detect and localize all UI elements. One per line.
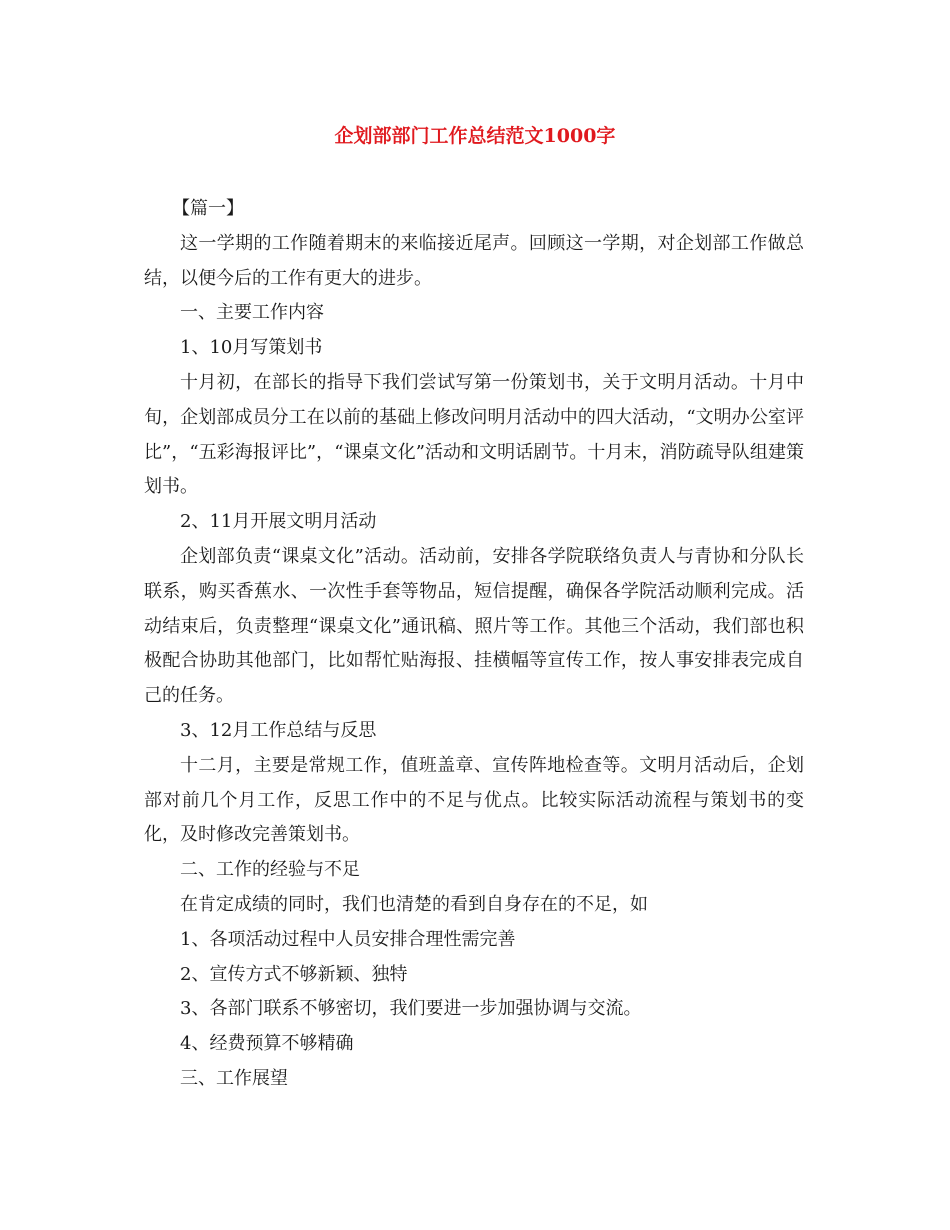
list-item-4: 4、经费预算不够精确	[180, 1033, 354, 1055]
list-item-3: 3、各部门联系不够密切，我们要进一步加强协调与交流。	[180, 998, 642, 1020]
document-title: 企划部部门工作总结范文1000字	[334, 125, 616, 147]
paragraph-shortcomings-intro: 在肯定成绩的同时，我们也清楚的看到自身存在的不足，如	[180, 893, 648, 915]
intro-paragraph: 这一学期的工作随着期末的来临接近尾声。回顾这一学期，对企划部工作做总结，以便今后的工作有更大的进步。	[144, 232, 804, 289]
paragraph-october: 十月初，在部长的指导下我们尝试写第一份策划书，关于文明月活动。十月中旬，企划部成员分工在以前的基础上修改问明月活动中的四大活动，“文明办公室评比”，“五彩海报评比”，“课桌文化”活动和文明话剧节。十月末，消防疏导队组建策划书。	[144, 371, 804, 498]
list-item-2: 2、宣传方式不够新颖、独特	[180, 963, 408, 985]
paragraph-november: 企划部负责“课桌文化”活动。活动前，安排各学院联络负责人与青协和分队长联系，购买香蕉水、一次性手套等物品，短信提醒，确保各学院活动顺利完成。活动结束后，负责整理“课桌文化”通讯稿、照片等工作。其他三个活动，我们部也积极配合协助其他部门，比如帮忙贴海报、挂横幅等宣传工作，按人事安排表完成自己的任务。	[144, 545, 804, 707]
heading-main-work: 一、主要工作内容	[180, 302, 324, 324]
paragraph-december: 十二月，主要是常规工作，值班盖章、宣传阵地检查等。文明月活动后，企划部对前几个月工作，反思工作中的不足与优点。比较实际活动流程与策划书的变化，及时修改完善策划书。	[144, 754, 804, 846]
document-body	[144, 192, 804, 1097]
heading-experience: 二、工作的经验与不足	[180, 859, 360, 881]
list-item-1: 1、各项活动过程中人员安排合理性需完善	[180, 928, 516, 950]
heading-outlook: 三、工作展望	[180, 1067, 288, 1089]
section-heading-part-one: 【篇一】	[172, 198, 244, 219]
subheading-november: 2、11月开展文明月活动	[180, 511, 377, 533]
subheading-october: 1、10月写策划书	[180, 337, 323, 359]
subheading-december: 3、12月工作总结与反思	[180, 719, 377, 741]
